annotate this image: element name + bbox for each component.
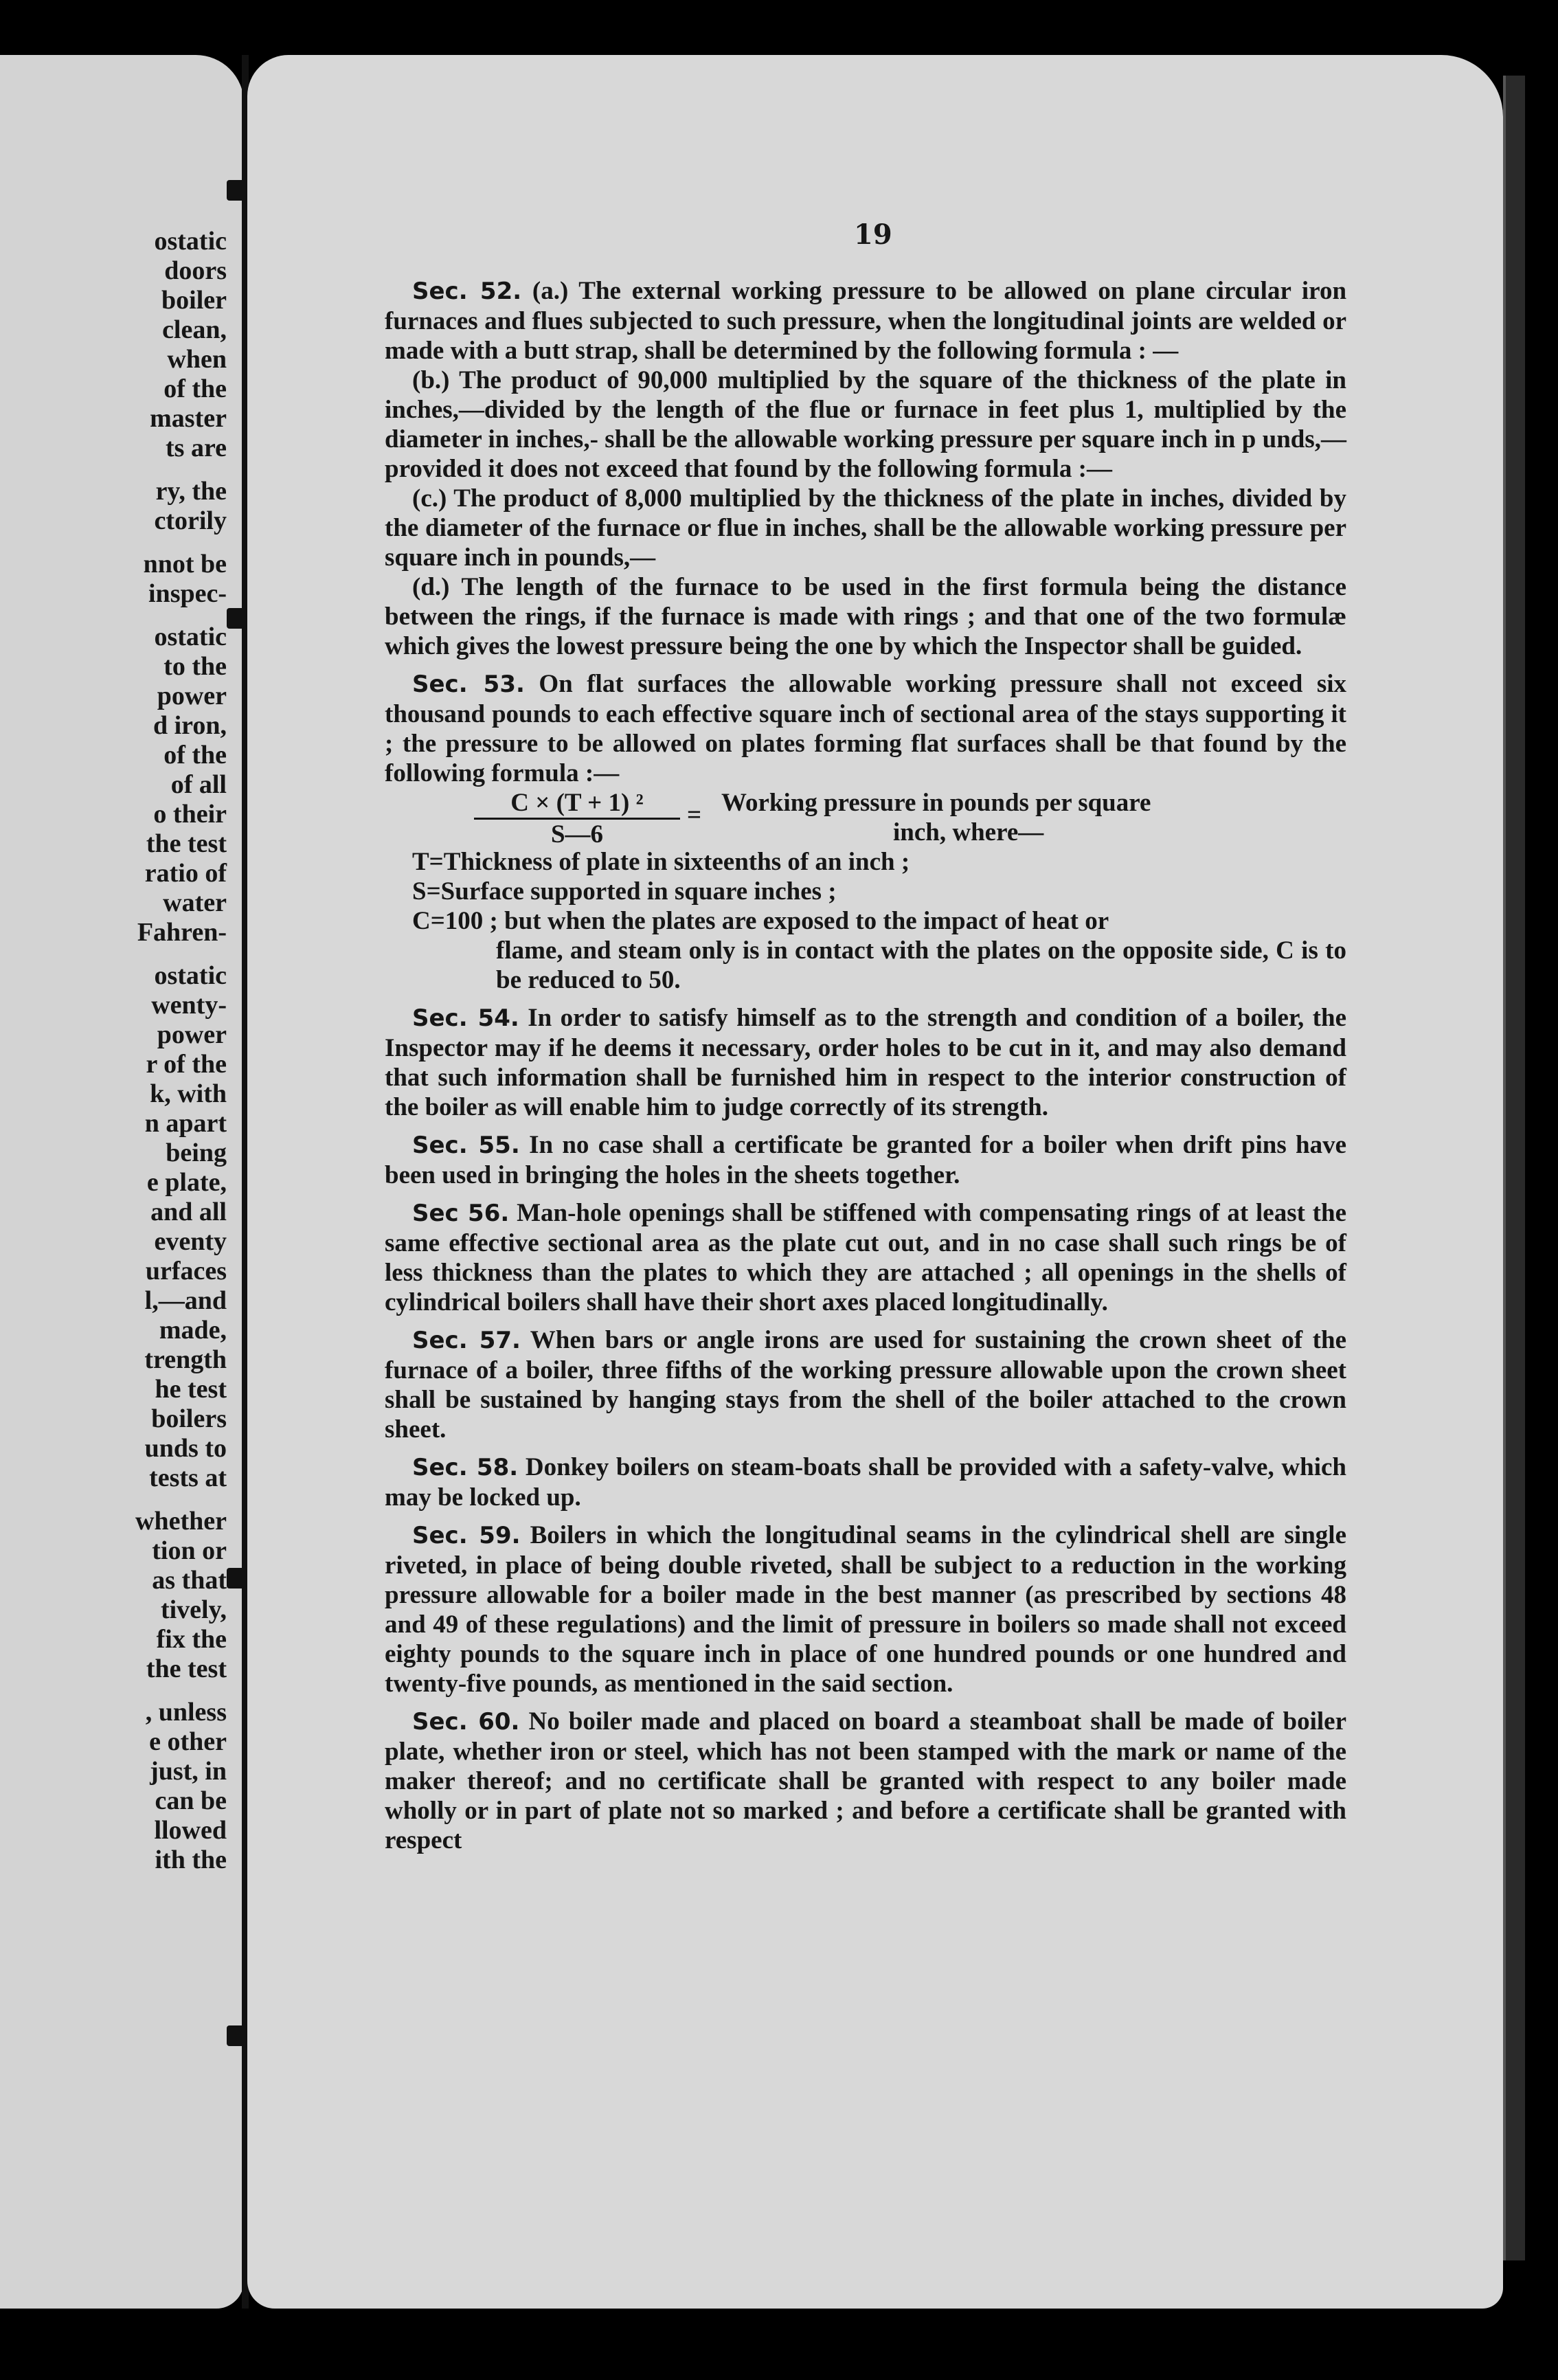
left-page-line: ts are <box>166 434 227 462</box>
left-page-line: tively, <box>160 1595 227 1624</box>
section-text: Boilers in which the longitudinal seams in the cylindrical shell are single riveted, in place of being double riveted, shall be subject to a reduction in the working pressure allowable for a boiler made in the best manner (as prescribed by sections 48 and 49 of these regulations) and the limit of pressure in boilers so made shall not exceed eighty pounds to the square inch in place of one hundred pounds or one hundred and twenty-five pounds, as mentioned in the said section. <box>385 1521 1346 1698</box>
section-label: Sec. 60. <box>412 1708 520 1736</box>
formula-equals: = <box>687 801 702 829</box>
left-page-line: ostatic <box>154 227 227 256</box>
formula-result: Working pressure in pounds per square <box>721 789 1151 817</box>
left-page-line: the test <box>146 829 227 858</box>
formula-denominator: S—6 <box>550 820 604 849</box>
left-page-line: master <box>150 404 227 433</box>
section-59 <box>385 1520 1346 1698</box>
left-page-line: of the <box>163 741 227 770</box>
left-page-line: , unless <box>145 1698 227 1727</box>
left-page-line: o their <box>153 800 227 829</box>
section-label: Sec. 52. <box>412 278 522 305</box>
definition-t: T=Thickness of plate in sixteenths of an inch ; <box>412 848 910 876</box>
section-text: On flat surfaces the allowable working pressure shall not exceed six thousand pounds to each effective square inch of sectional area of the stays supporting it ; the pressure to be allowed on plates forming flat surfaces shall be that found by the following formula :— <box>385 670 1347 787</box>
left-page-line: just, in <box>150 1757 227 1786</box>
left-page-line: whether <box>135 1507 227 1536</box>
left-page-line: unds to <box>144 1434 227 1463</box>
section-text: In no case shall a certificate be granted for a boiler when drift pins have been used in bringing the holes in the sheets together. <box>385 1131 1347 1189</box>
section-52-b: (b.) The product of 90,000 multiplied by the square of the thickness of the plate in inches,—divided by the length of the flue or furnace in feet plus 1, multiplied by the diameter in inches,- shall be the allowable working pressure per square inch in p unds,— provided it does not exceed that found by the following formula :— <box>385 366 1346 483</box>
left-page-fragment <box>0 55 244 2309</box>
section-label: Sec 56. <box>412 1200 510 1227</box>
left-page-line: tion or <box>152 1536 227 1565</box>
left-page-line: llowed <box>154 1816 227 1845</box>
formula-numerator: C × (T + 1) ² <box>474 788 680 820</box>
pressure-formula <box>385 788 1346 847</box>
section-text: Man-hole openings shall be stiffened with compensating rings of at least the same effective sectional area as the plate cut out, and in no case shall such rings be of less thickness than the plates to which they are attached ; all openings in the shells of cylindrical boilers shall have their short axes placed longitudinally. <box>385 1199 1347 1316</box>
left-page-line: boilers <box>151 1404 227 1433</box>
section-text: (a.) The external working pressure to be allowed on plane circular iron furnaces and flues subjected to such pressure, when the longitudinal joints are welded or made with a butt strap, shall be determined by the following formula : — <box>385 277 1347 365</box>
definition-c: C=100 ; but when the plates are exposed to the impact of heat or <box>412 907 1109 935</box>
left-page-line: and all <box>150 1198 227 1226</box>
left-page-line: as that <box>152 1566 227 1595</box>
page-text <box>385 276 1346 1855</box>
page-number: 19 <box>854 218 892 251</box>
left-page-line: n apart <box>144 1109 227 1138</box>
section-55 <box>385 1130 1346 1190</box>
section-label: Sec. 54. <box>412 1004 519 1032</box>
left-page-line: r of the <box>146 1050 227 1079</box>
formula-result-cont: inch, where— <box>893 818 1044 846</box>
section-label: Sec. 59. <box>412 1522 521 1549</box>
left-page-line: being <box>166 1138 227 1167</box>
left-page-line: wenty- <box>151 991 227 1020</box>
left-page-line: when <box>167 345 227 374</box>
left-page-line: of all <box>170 770 227 799</box>
left-page-line: boiler <box>161 286 227 315</box>
left-page-line: k, with <box>150 1079 227 1108</box>
left-page-line: he test <box>155 1375 227 1404</box>
left-page-line: trength <box>144 1345 227 1374</box>
left-page-line: eventy <box>154 1227 227 1256</box>
left-page-line: can be <box>155 1786 227 1815</box>
left-page-line: doors <box>164 256 227 285</box>
left-page-line: e other <box>149 1727 227 1756</box>
section-52-c: (c.) The product of 8,000 multiplied by the thickness of the plate in inches, divided by the diameter of the furnace or flue in inches, shall be the allowable working pressure per square inch in pounds,— <box>385 484 1346 572</box>
section-52-a <box>385 276 1346 366</box>
left-page-line: of the <box>163 374 227 403</box>
section-label: Sec. 55. <box>412 1132 520 1159</box>
left-page-line: ctorily <box>154 506 227 535</box>
left-page-line: tests at <box>149 1463 227 1492</box>
section-60 <box>385 1707 1346 1855</box>
definition-c-cont: flame, and steam only is in contact with the plates on the opposite side, C is to be reduced to 50. <box>496 936 1346 994</box>
left-page-line: fix the <box>156 1625 227 1654</box>
left-page-line: made, <box>159 1316 227 1345</box>
left-page-line: power <box>157 682 227 710</box>
left-page-line: nnot be <box>143 550 227 579</box>
left-page-line: water <box>163 888 227 917</box>
left-page-line: ratio of <box>144 859 227 888</box>
left-page-line: inspec- <box>148 579 227 608</box>
left-page-line: to the <box>163 652 227 681</box>
section-text: No boiler made and placed on board a steamboat shall be made of boiler plate, whether iron or steel, which has not been stamped with the mark or name of the maker thereof; and no certificate shall be granted with respect to any boiler made wholly or in part of plate not so marked ; and before a certificate shall be granted with respect <box>385 1707 1347 1854</box>
section-label: Sec. 58. <box>412 1454 519 1481</box>
section-57 <box>385 1325 1346 1444</box>
left-page-line: Fahren- <box>137 918 227 947</box>
left-page-line: ith the <box>155 1845 227 1874</box>
section-text: When bars or angle irons are used for sustaining the crown sheet of the furnace of a boiler, three fifths of the working pressure allowable upon the crown sheet shall be sustained by hanging stays from the shell of the boiler attached to the crown sheet. <box>385 1326 1346 1444</box>
section-53 <box>385 669 1346 788</box>
section-text: In order to satisfy himself as to the strength and condition of a boiler, the Inspector may if he deems it necessary, order holes to be cut in it, and may also demand that such information shall be furnished him in respect to the interior construction of the boiler as will enable him to judge correctly of its strength. <box>385 1004 1346 1121</box>
left-page-line: ostatic <box>154 622 227 651</box>
left-page-line: d iron, <box>153 711 227 740</box>
left-page-line: l,—and <box>144 1286 227 1315</box>
section-56 <box>385 1198 1346 1317</box>
left-page-line: ostatic <box>154 961 227 990</box>
left-page-line: urfaces <box>145 1257 227 1286</box>
formula-fraction <box>474 788 680 849</box>
definition-s: S=Surface supported in square inches ; <box>412 877 837 906</box>
left-page-line: ry, the <box>155 477 227 506</box>
section-58 <box>385 1452 1346 1512</box>
section-text: Donkey boilers on steam-boats shall be provided with a safety-valve, which may be locked up. <box>385 1453 1347 1512</box>
section-label: Sec. 53. <box>412 671 525 698</box>
left-page-line: power <box>157 1020 227 1049</box>
section-label: Sec. 57. <box>412 1327 521 1354</box>
left-page-line: clean, <box>162 315 227 344</box>
page-edge <box>1503 76 1525 2260</box>
section-52-d: (d.) The length of the furnace to be used in the first formula being the distance between the rings, if the furnace is made with rings ; and that one of the two formulæ which gives the lowest pressure being the one by which the Inspector shall be guided. <box>385 573 1346 660</box>
section-54 <box>385 1003 1346 1122</box>
left-page-line: e plate, <box>146 1168 227 1197</box>
left-page-line: the test <box>146 1654 227 1683</box>
